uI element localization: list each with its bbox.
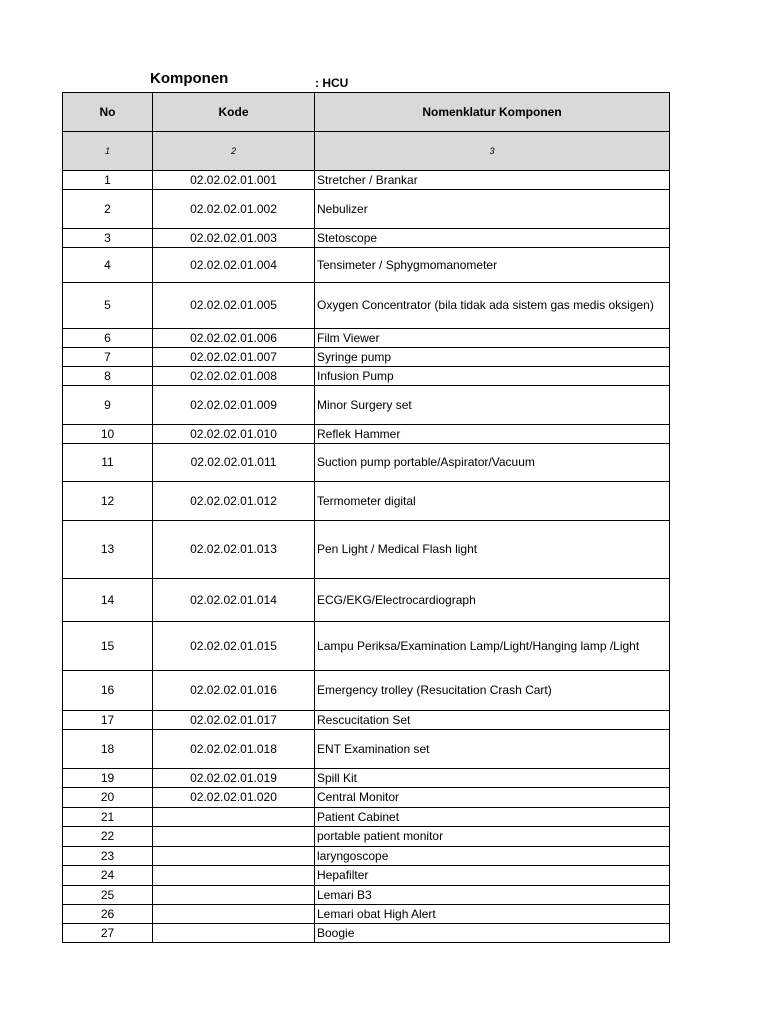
row-number-cell: 5 [63, 283, 153, 329]
component-name-cell: Spill Kit [315, 769, 670, 788]
component-name-cell: Reflek Hammer [315, 425, 670, 444]
row-number-cell: 3 [63, 229, 153, 248]
table-row [63, 329, 670, 348]
table-body [63, 171, 670, 943]
component-code-cell [153, 808, 315, 827]
component-code-cell: 02.02.02.01.016 [153, 671, 315, 711]
component-name-cell: laryngoscope [315, 847, 670, 866]
component-code-cell: 02.02.02.01.012 [153, 482, 315, 521]
table-row [63, 788, 670, 808]
table-row [63, 348, 670, 367]
component-code-cell: 02.02.02.01.010 [153, 425, 315, 444]
row-number-cell: 7 [63, 348, 153, 367]
component-name-cell: Emergency trolley (Resucitation Crash Cart) [315, 671, 670, 711]
component-code-cell: 02.02.02.01.009 [153, 386, 315, 425]
table-row [63, 367, 670, 386]
component-code-cell: 02.02.02.01.004 [153, 248, 315, 283]
component-name-cell: Nebulizer [315, 190, 670, 229]
row-number-cell: 18 [63, 730, 153, 769]
component-code-cell: 02.02.02.01.003 [153, 229, 315, 248]
row-number-cell: 27 [63, 924, 153, 943]
row-number-cell: 23 [63, 847, 153, 866]
row-number-cell: 17 [63, 711, 153, 730]
component-name-cell: ENT Examination set [315, 730, 670, 769]
component-code-cell: 02.02.02.01.013 [153, 521, 315, 579]
row-number-cell: 13 [63, 521, 153, 579]
table-row [63, 248, 670, 283]
row-number-cell: 15 [63, 622, 153, 671]
component-code-cell [153, 827, 315, 847]
row-number-cell: 25 [63, 886, 153, 905]
page-title: Komponen [150, 70, 229, 87]
component-name-cell: ECG/EKG/Electrocardiograph [315, 579, 670, 622]
component-code-cell: 02.02.02.01.018 [153, 730, 315, 769]
table-row [63, 827, 670, 847]
component-name-cell: Pen Light / Medical Flash light [315, 521, 670, 579]
component-name-cell: Stretcher / Brankar [315, 171, 670, 190]
component-code-cell: 02.02.02.01.015 [153, 622, 315, 671]
component-name-cell: Termometer digital [315, 482, 670, 521]
row-number-cell: 4 [63, 248, 153, 283]
row-number-cell: 2 [63, 190, 153, 229]
component-code-cell: 02.02.02.01.002 [153, 190, 315, 229]
row-number-cell: 8 [63, 367, 153, 386]
component-code-cell: 02.02.02.01.019 [153, 769, 315, 788]
component-name-cell: Lemari obat High Alert [315, 905, 670, 924]
table-row [63, 171, 670, 190]
column-header-code: Kode [153, 93, 315, 132]
table-row [63, 386, 670, 425]
row-number-cell: 14 [63, 579, 153, 622]
component-name-cell: Tensimeter / Sphygmomanometer [315, 248, 670, 283]
row-number-cell: 19 [63, 769, 153, 788]
column-index-row [63, 132, 670, 171]
table-row [63, 769, 670, 788]
component-code-cell: 02.02.02.01.014 [153, 579, 315, 622]
component-name-cell: Central Monitor [315, 788, 670, 808]
row-number-cell: 10 [63, 425, 153, 444]
component-code-cell: 02.02.02.01.020 [153, 788, 315, 808]
component-code-cell [153, 886, 315, 905]
component-code-cell: 02.02.02.01.006 [153, 329, 315, 348]
component-code-cell: 02.02.02.01.011 [153, 444, 315, 482]
row-number-cell: 26 [63, 905, 153, 924]
table-row [63, 190, 670, 229]
component-code-cell: 02.02.02.01.005 [153, 283, 315, 329]
row-number-cell: 6 [63, 329, 153, 348]
row-number-cell: 20 [63, 788, 153, 808]
row-number-cell: 1 [63, 171, 153, 190]
header-row [63, 93, 670, 132]
table-row [63, 808, 670, 827]
component-name-cell: Infusion Pump [315, 367, 670, 386]
component-name-cell: Boogie [315, 924, 670, 943]
row-number-cell: 9 [63, 386, 153, 425]
table-row [63, 905, 670, 924]
component-name-cell: Hepafilter [315, 866, 670, 886]
component-table [62, 92, 670, 943]
component-code-cell [153, 905, 315, 924]
column-header-name: Nomenklatur Komponen [315, 93, 670, 132]
component-code-cell: 02.02.02.01.008 [153, 367, 315, 386]
component-code-cell: 02.02.02.01.007 [153, 348, 315, 367]
table-row [63, 886, 670, 905]
column-index-2: 2 [153, 132, 315, 171]
table-row [63, 521, 670, 579]
column-index-1: 1 [63, 132, 153, 171]
column-header-no: No [63, 93, 153, 132]
table-row [63, 444, 670, 482]
row-number-cell: 16 [63, 671, 153, 711]
component-name-cell: Patient Cabinet [315, 808, 670, 827]
component-name-cell: Lampu Periksa/Examination Lamp/Light/Hanging lamp /Light [315, 622, 670, 671]
row-number-cell: 11 [63, 444, 153, 482]
component-name-cell: Syringe pump [315, 348, 670, 367]
row-number-cell: 24 [63, 866, 153, 886]
component-code-cell [153, 847, 315, 866]
table-row [63, 425, 670, 444]
row-number-cell: 22 [63, 827, 153, 847]
component-code-cell [153, 866, 315, 886]
table-row [63, 730, 670, 769]
table-row [63, 866, 670, 886]
component-name-cell: Rescucitation Set [315, 711, 670, 730]
table-row [63, 924, 670, 943]
component-name-cell: Oxygen Concentrator (bila tidak ada sistem gas medis oksigen) [315, 283, 670, 329]
table-row [63, 622, 670, 671]
table-row [63, 847, 670, 866]
table-row [63, 229, 670, 248]
component-code-cell: 02.02.02.01.001 [153, 171, 315, 190]
table-row [63, 283, 670, 329]
component-name-cell: Lemari B3 [315, 886, 670, 905]
row-number-cell: 12 [63, 482, 153, 521]
table-row [63, 482, 670, 521]
component-name-cell: Suction pump portable/Aspirator/Vacuum [315, 444, 670, 482]
component-code-cell: 02.02.02.01.017 [153, 711, 315, 730]
table-row [63, 671, 670, 711]
component-name-cell: Film Viewer [315, 329, 670, 348]
component-code-cell [153, 924, 315, 943]
component-name-cell: Stetoscope [315, 229, 670, 248]
table-row [63, 579, 670, 622]
table-row [63, 711, 670, 730]
component-name-cell: portable patient monitor [315, 827, 670, 847]
unit-label: : HCU [315, 76, 349, 90]
column-index-3: 3 [315, 132, 670, 171]
component-name-cell: Minor Surgery set [315, 386, 670, 425]
row-number-cell: 21 [63, 808, 153, 827]
